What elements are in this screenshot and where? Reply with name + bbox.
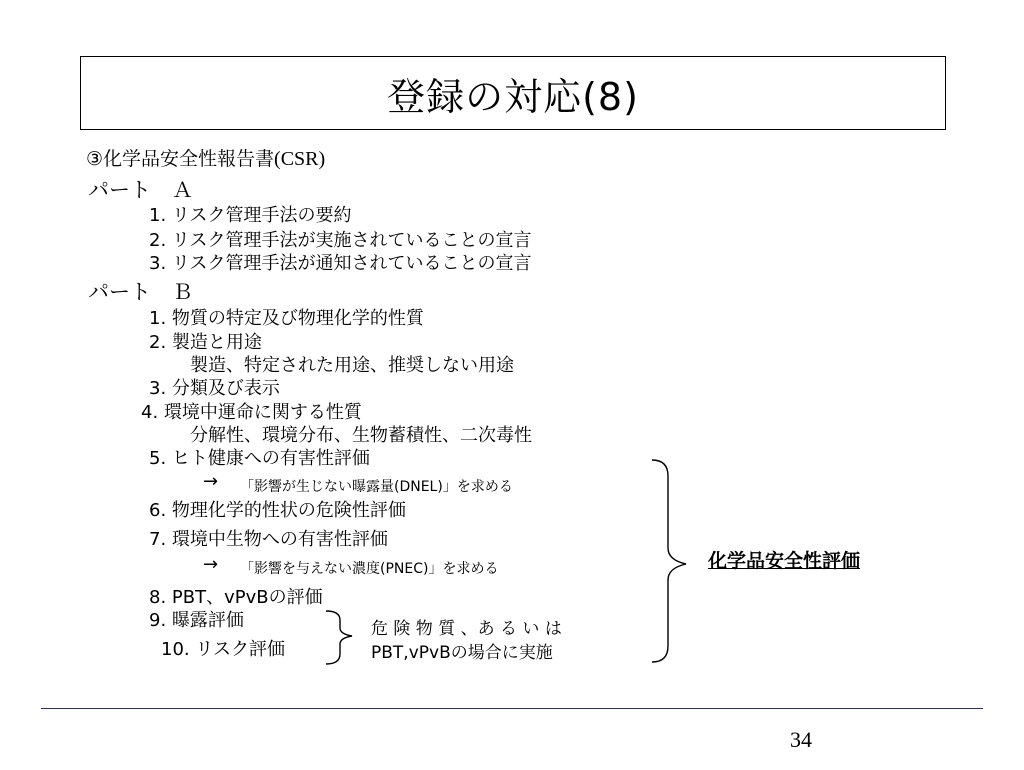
part-b-item-5: 5. ヒト健康への有害性評価 xyxy=(149,448,370,469)
safety-evaluation-label: 化学品安全性評価 xyxy=(708,550,861,572)
part-b-item-9: 9. 曝露評価 xyxy=(149,610,244,631)
part-b-item-4: 4. 環境中運命に関する性質 xyxy=(141,402,362,423)
section-heading-jp: ③化学品安全性報告書 xyxy=(86,148,275,170)
part-b-item-7-note: 「影響を与えない濃度(PNEC)」を求める xyxy=(240,561,499,577)
condition-note-line-1: 危 険 物 質 、あ る い は xyxy=(371,619,562,639)
part-b-item-4-detail: 分解性、環境分布、生物蓄積性、二次毒性 xyxy=(190,425,532,446)
part-b-item-8: 8. PBT、vPvBの評価 xyxy=(149,587,323,608)
part-b-item-5-note: 「影響が生じない曝露量(DNEL)」を求める xyxy=(240,479,513,495)
part-a-heading: パート Ａ xyxy=(88,178,193,202)
part-b-item-7: 7. 環境中生物への有害性評価 xyxy=(149,529,388,550)
part-a-item-1: 1. リスク管理手法の要約 xyxy=(149,205,352,226)
part-b-item-2-detail: 製造、特定された用途、推奨しない用途 xyxy=(190,355,514,376)
section-heading-abbr: (CSR) xyxy=(274,148,326,170)
part-a-item-3: 3. リスク管理手法が通知されていることの宣言 xyxy=(149,253,532,274)
arrow-icon: → xyxy=(203,554,219,575)
part-a-item-2: 2. リスク管理手法が実施されていることの宣言 xyxy=(149,230,532,251)
footer-divider xyxy=(41,708,983,709)
part-b-heading: パート Ｂ xyxy=(88,280,193,304)
part-b-item-1: 1. 物質の特定及び物理化学的性質 xyxy=(149,308,424,329)
part-b-item-3: 3. 分類及び表示 xyxy=(149,378,280,399)
condition-note-line-2: PBT,vPvBの場合に実施 xyxy=(371,643,553,663)
page-title: 登録の対応(8) xyxy=(387,74,639,119)
page-number: 34 xyxy=(790,727,812,752)
part-b-item-2: 2. 製造と用途 xyxy=(149,332,262,353)
part-b-item-10: 10. リスク評価 xyxy=(161,639,285,660)
arrow-icon: → xyxy=(203,471,219,492)
small-right-brace xyxy=(326,611,352,664)
part-b-item-6: 6. 物理化学的性状の危険性評価 xyxy=(149,500,406,521)
large-right-brace xyxy=(652,460,686,662)
